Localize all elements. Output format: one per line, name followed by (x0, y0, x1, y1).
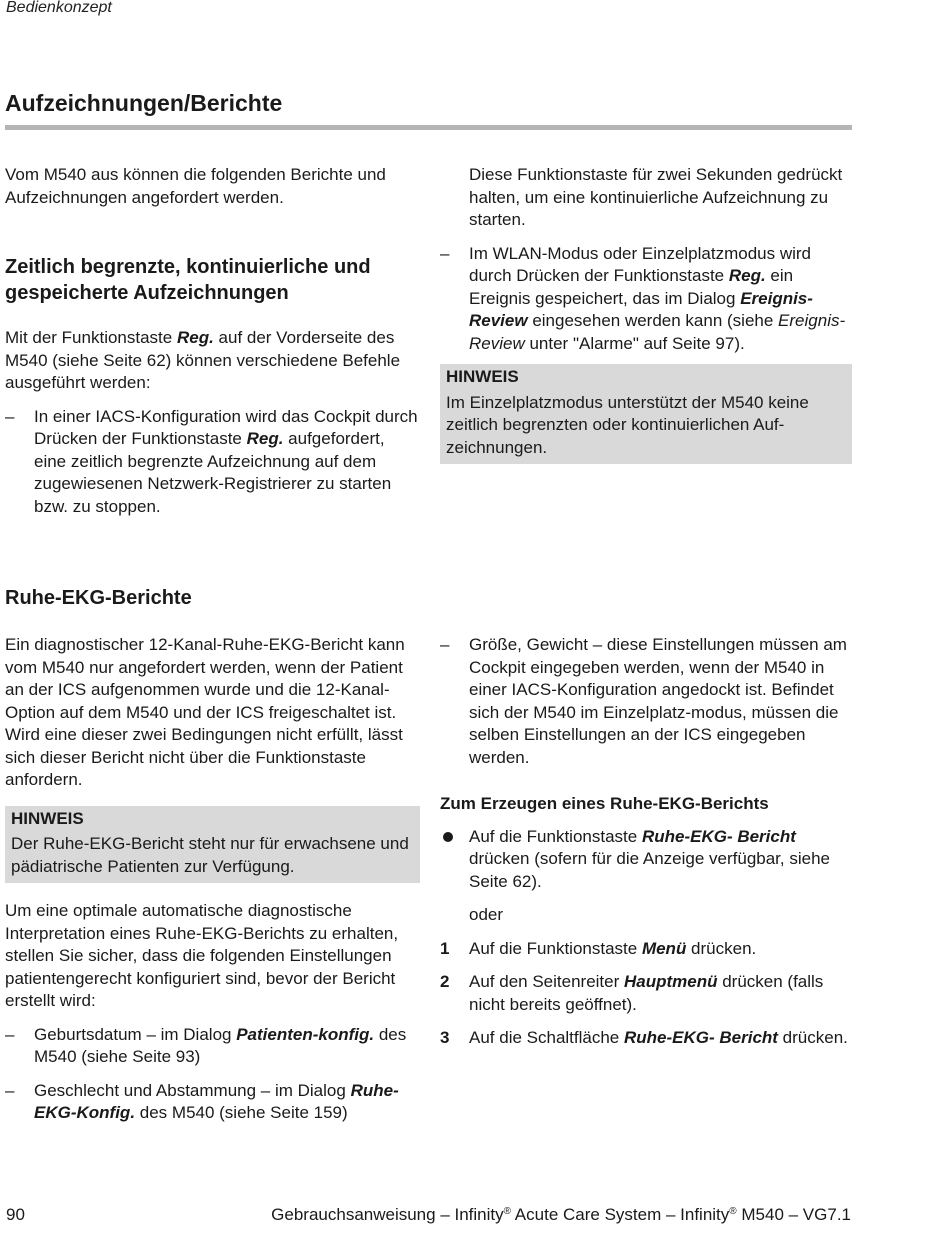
page-number: 90 (6, 1205, 25, 1224)
step-1: 1 Auf die Funktionstaste Menü drücken. (440, 938, 852, 961)
list-item-continuation: Diese Funktionstaste für zwei Sekunden gedrückt halten, um eine kontinuierliche Aufzeichnung zu starten. (469, 165, 843, 229)
section2-left-column (5, 634, 420, 1125)
bullet-dot-icon (443, 832, 453, 842)
dash-mark: – (5, 406, 15, 426)
list-item-geburtsdatum: – Geburtsdatum – im Dialog Patienten-konfig. des M540 (siehe Seite 93) (5, 1024, 407, 1066)
section-title-ruhe-ekg: Ruhe-EKG-Berichte (5, 587, 192, 609)
list-item-geschlecht: – Geschlecht und Abstammung – im Dialog Ruhe-EKG-Konfig. des M540 (siehe Seite 159) (5, 1080, 399, 1122)
dash-mark: – (5, 1024, 15, 1044)
step-2: 2 Auf den Seitenreiter Hauptmenü drücken (falls nicht bereits geöffnet). (440, 972, 824, 1014)
reg-key-paragraph: Mit der Funktionstaste Reg. auf der Vorderseite des M540 (siehe Seite 62) können verschiedene Befehle ausgeführt werden: (5, 328, 401, 392)
reg-key-name: Reg. (176, 328, 214, 347)
procedure-heading: Zum Erzeugen eines Ruhe-EKG-Berichts (440, 794, 769, 813)
header-section-label: Bedienkonzept (6, 0, 112, 16)
footer-title: Gebrauchsanweisung – Infinity® Acute Care System – Infinity® M540 – VG7.1 (271, 1205, 851, 1224)
section-title-aufzeichnungen: Aufzeichnungen/Berichte (5, 90, 283, 116)
settings-paragraph: Um eine optimale automatische diagnostische Interpretation eines Ruhe-EKG-Berichts zu erhalten, stellen Sie sicher, dass die folgenden Einstellungen patientengerecht konfiguriert sind, bevor der Bericht erstellt wird: (5, 901, 399, 1010)
note-title: HINWEIS (446, 367, 519, 386)
note-title: HINWEIS (11, 808, 84, 828)
step-number: 2 (440, 972, 450, 991)
dash-mark: – (5, 1080, 15, 1100)
step-number: 1 (440, 938, 450, 958)
step-3: 3 Auf die Schaltfläche Ruhe-EKG- Bericht drücken. (440, 1027, 852, 1050)
dash-mark: – (440, 635, 450, 654)
subheading-aufzeichnungen: Zeitlich begrenzte, kontinuierliche und gespeicherte Aufzeichnungen (5, 256, 371, 304)
intro-paragraph: Vom M540 aus können die folgenden Berichte und Aufzeichnungen angefordert werden. (5, 165, 386, 207)
step-number: 3 (440, 1028, 450, 1047)
section1-right-column (440, 164, 852, 464)
bullet-item-funktionstaste: Auf die Funktionstaste Ruhe-EKG- Bericht drücken (sofern für die Anzeige verfügbar, siehe Seite 62). (440, 826, 852, 894)
list-item-groesse: – Größe, Gewicht – diese Einstellungen müssen am Cockpit eingegeben werden, wenn der M540 in einer IACS-Konfiguration angedockt ist. Befindet sich der M540 im Einzelplatz-modus, müssen die selben Einstellungen an der ICS eingegeben werden. (440, 635, 847, 767)
list-item-iacs: – In einer IACS-Konfiguration wird das Cockpit durch Drücken der Funktionstaste Reg. aufgefordert, eine zeitlich begrenzte Aufzeichnung auf dem zugewiesenen Netzwerk-Registrierer zu starten bzw. zu stoppen. (5, 406, 418, 516)
list-item-wlan: – Im WLAN-Modus oder Einzelplatzmodus wird durch Drücken der Funktionstaste Reg. ein Ereignis gespeichert, das im Dialog Ereignis-Review eingesehen werden kann (siehe Ereignis-Review unter "Alarme" auf Seite 97). (440, 243, 846, 353)
dash-mark: – (440, 243, 450, 263)
note-box-einzelplatz (440, 364, 852, 464)
note-text: Im Einzelplatzmodus unterstützt der M540 keine zeitlich begrenzten oder kontinuierlichen Auf-zeichnungen. (446, 392, 809, 457)
note-text: Der Ruhe-EKG-Bericht steht nur für erwachsene und pädiatrische Patienten zur Verfügung. (11, 834, 409, 876)
section-rule (5, 125, 852, 130)
note-box-ruhe-ekg (5, 806, 420, 884)
section1-left-column (5, 164, 420, 518)
oder-text: oder (469, 905, 504, 924)
ruhe-ekg-intro-paragraph: Ein diagnostischer 12-Kanal-Ruhe-EKG-Bericht kann vom M540 nur angefordert werden, wenn der Patient an der ICS aufgenommen wurde und die 12-Kanal-Option auf dem M540 und der ICS freigeschaltet ist. Wird eine dieser zwei Bedingungen nicht erfüllt, lässt sich dieser Bericht nicht über die Funktionstaste anfordern. (5, 635, 405, 789)
section2-right-column (440, 634, 852, 1050)
